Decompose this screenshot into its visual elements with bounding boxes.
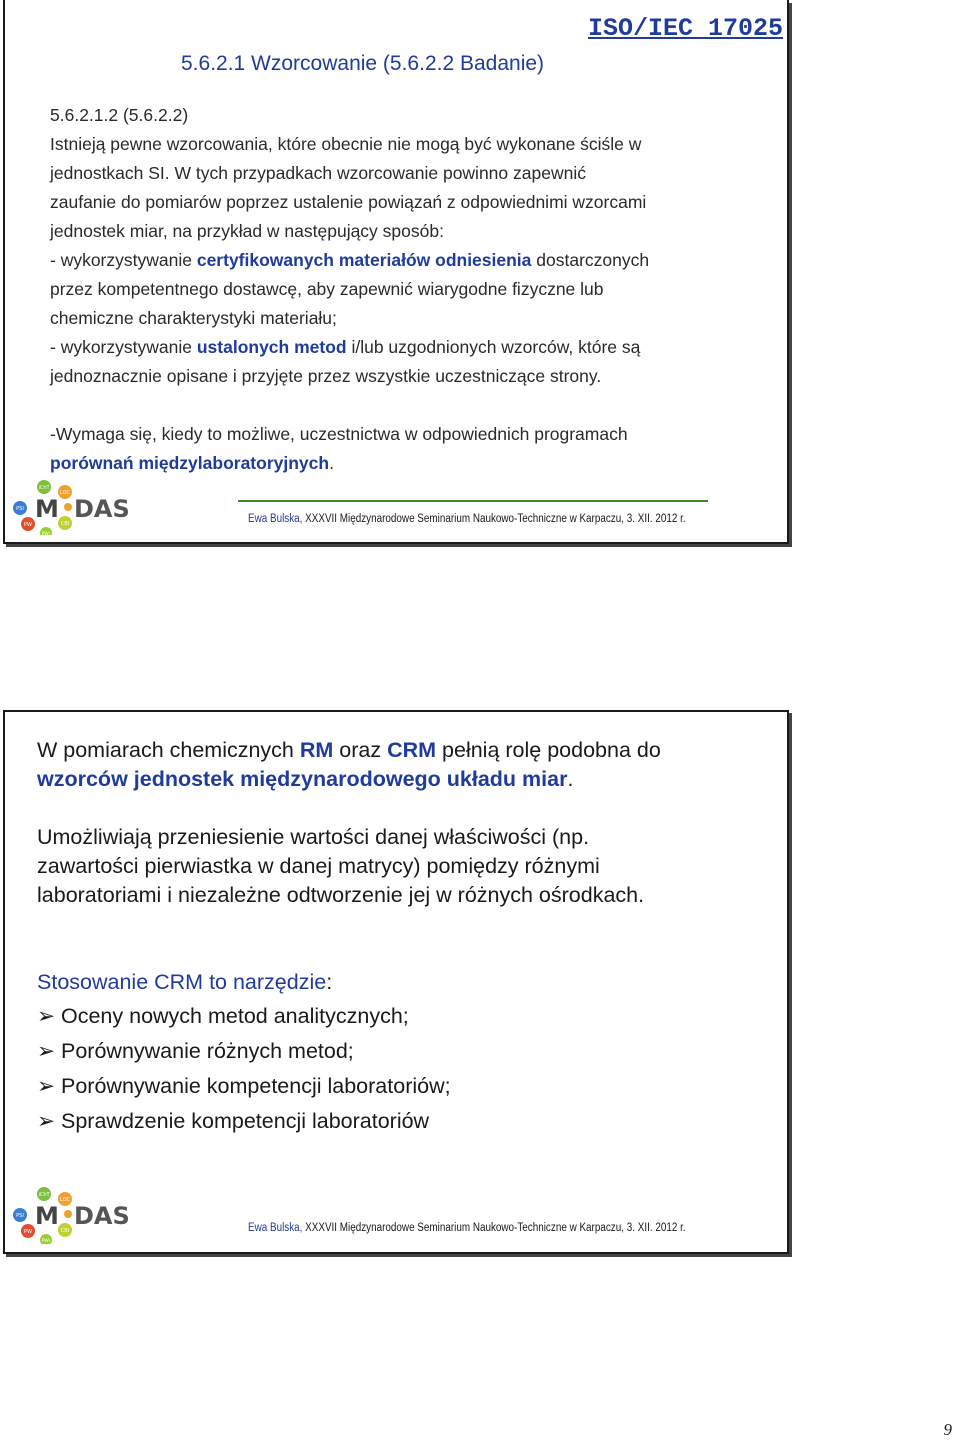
logo-bubble-label: PSI <box>16 506 24 512</box>
slide-footer: Ewa Bulska, XXXVII Międzynarodowe Seminarium Naukowo-Techniczne w Karpaczu, 3. XII. 2012 r. <box>248 1222 686 1234</box>
arrow-bullet-icon: ➢ <box>37 1004 56 1028</box>
page-number: 9 <box>943 1420 952 1439</box>
list-item: ➢ Sprawdzenie kompetencji laboratoriów <box>37 1107 429 1136</box>
body-line: zaufanie do pomiarów poprzez ustalenie powiązań z odpowiednimi wzorcami <box>50 192 647 212</box>
slide-1-title: 5.6.2.1 Wzorcowanie (5.6.2.2 Badanie) <box>181 52 545 75</box>
list-item: ➢ Porównywanie różnych metod; <box>37 1037 354 1066</box>
highlight-crm: certyfikowanych materiałów odniesienia <box>196 250 532 270</box>
standard-label: ISO/IEC 17025 <box>588 14 784 43</box>
logo-bubble-label: PW <box>24 1229 32 1235</box>
slide-2 <box>3 710 789 1254</box>
arrow-bullet-icon: ➢ <box>37 1039 56 1063</box>
logo-bubble-label: LOC <box>59 1197 71 1203</box>
bullet-crm: - wykorzystywanie certyfikowanych materiałów odniesienia dostarczonych <box>50 250 650 270</box>
body-line: Umożliwiają przeniesienie wartości danej właściwości (np. <box>37 825 590 849</box>
logo-das: DAS <box>74 1202 130 1230</box>
slide-footer: Ewa Bulska, XXXVII Międzynarodowe Seminarium Naukowo-Techniczne w Karpaczu, 3. XII. 2012 r. <box>248 513 686 525</box>
footer-divider <box>238 500 708 502</box>
logo-m: M <box>35 495 59 523</box>
highlight-methods: ustalonych metod <box>196 337 347 357</box>
logo-bubble-label: PW <box>24 522 32 528</box>
highlight-si-standards: wzorców jednostek międzynarodowego układu miar <box>37 767 568 791</box>
bullet-methods: - wykorzystywanie ustalonych metod i/lub uzgodnionych wzorców, które są <box>50 337 641 357</box>
list-item: ➢ Porównywanie kompetencji laboratoriów; <box>37 1072 451 1101</box>
body-line: Istnieją pewne wzorcowania, które obecnie nie mogą być wykonane ściśle w <box>50 134 642 154</box>
paragraph-rm-crm-cont: wzorców jednostek międzynarodowego układu miar. <box>37 767 574 791</box>
body-line: jednostkach SI. W tych przypadkach wzorcowanie powinno zapewnić <box>50 163 586 183</box>
logo-m: M <box>35 1202 59 1230</box>
arrow-bullet-icon: ➢ <box>37 1074 56 1098</box>
body-line: laboratoriami i niezależne odtworzenie jej w różnych ośrodkach. <box>37 883 645 907</box>
requirement-line: -Wymaga się, kiedy to możliwe, uczestnictwa w odpowiednich programach <box>50 424 628 444</box>
logo-das: DAS <box>74 495 130 523</box>
logo-bubble-label: CBI <box>60 521 70 527</box>
logo-bubble-label: iChT <box>38 1192 50 1198</box>
section-number: 5.6.2.1.2 (5.6.2.2) <box>50 105 189 125</box>
modas-logo <box>8 1184 138 1244</box>
paragraph-rm-crm: W pomiarach chemicznych RM oraz CRM pełnią rolę podobna do <box>37 738 661 762</box>
list-item: ➢ Oceny nowych metod analitycznych; <box>37 1002 409 1031</box>
requirement-highlight: porównań międzylaboratoryjnych. <box>50 453 334 473</box>
modas-logo <box>8 475 138 535</box>
uses-heading: Stosowanie CRM to narzędzie: <box>37 970 333 994</box>
logo-bubble-label: LOC <box>59 490 71 496</box>
slide-1 <box>3 0 789 544</box>
logo-bubble-label: PWr <box>41 532 51 535</box>
logo-bubble-label: PWr <box>41 1239 51 1244</box>
body-line: przez kompetentnego dostawcę, aby zapewnić wiarygodne fizyczne lub <box>50 279 604 299</box>
logo-bubble-label: iChT <box>38 485 50 491</box>
body-line: zawartości pierwiastka w danej matrycy) pomiędzy różnymi <box>37 854 600 878</box>
logo-bubble-label: CBI <box>60 1228 70 1234</box>
body-line: jednoznacznie opisane i przyjęte przez wszystkie uczestniczące strony. <box>50 366 602 386</box>
highlight-crm: CRM <box>387 738 437 762</box>
highlight-rm: RM <box>299 738 334 762</box>
arrow-bullet-icon: ➢ <box>37 1109 56 1133</box>
body-line: jednostek miar, na przykład w następujący sposób: <box>50 221 444 241</box>
logo-bubble-label: PSI <box>16 1213 24 1219</box>
body-line: chemiczne charakterystyki materiału; <box>50 308 337 328</box>
